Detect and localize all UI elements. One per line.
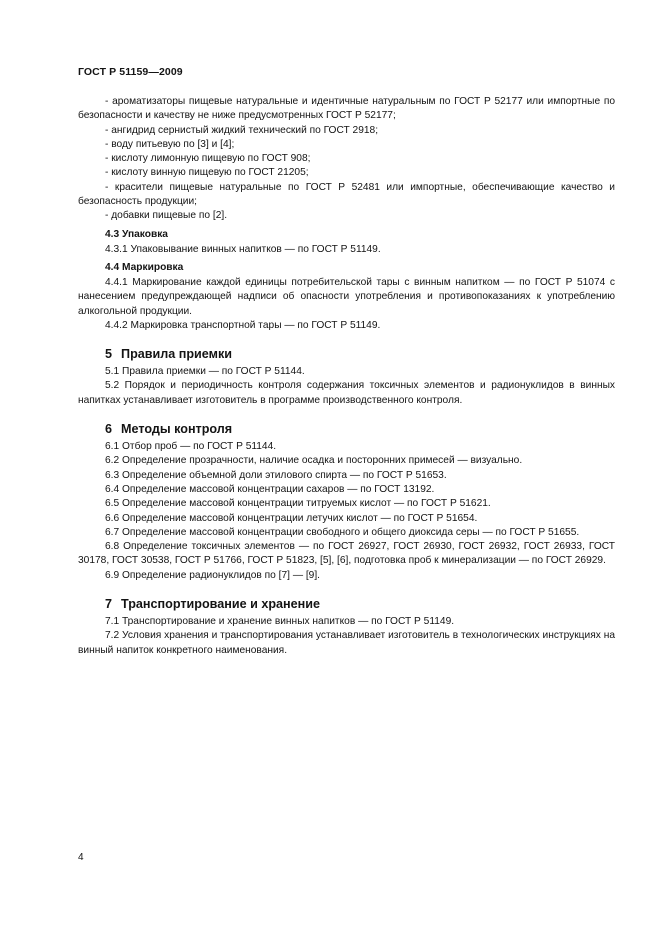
section-number: 7	[105, 597, 113, 612]
paragraph: 4.4.2 Маркировка транспортной тары — по ГОСТ Р 51149.	[105, 319, 381, 331]
paragraph: 7.2 Условия хранения и транспортирования устанавливает изготовитель в технологических инструкциях на винный напиток конкретного наименования.	[78, 630, 615, 656]
page-number: 4	[78, 852, 84, 863]
section-title: Методы контроля	[121, 422, 233, 437]
paragraph: 6.2 Определение прозрачности, наличие осадка и посторонних примесей — визуально.	[105, 455, 523, 467]
subsection-heading: 4.4 Маркировка	[105, 261, 184, 273]
paragraph: 6.3 Определение объемной доли этилового спирта — по ГОСТ Р 51653.	[105, 469, 447, 481]
list-item: - добавки пищевые по [2].	[105, 210, 228, 222]
section-heading	[78, 596, 615, 612]
list-item: - ангидрид сернистый жидкий технический по ГОСТ 2918;	[105, 124, 379, 136]
list-item: - воду питьевую по [3] и [4];	[105, 138, 235, 150]
paragraph: 6.9 Определение радионуклидов по [7] — [9].	[105, 569, 320, 581]
paragraph: 6.6 Определение массовой концентрации летучих кислот — по ГОСТ Р 51654.	[105, 512, 478, 524]
section-heading	[78, 421, 615, 437]
paragraph: 6.1 Отбор проб — по ГОСТ Р 51144.	[105, 441, 277, 453]
subsection-heading: 4.3 Упаковка	[105, 228, 168, 240]
section-number: 6	[105, 422, 113, 437]
document-header: ГОСТ Р 51159—2009	[78, 66, 183, 78]
paragraph: 6.8 Определение токсичных элементов — по ГОСТ 26927, ГОСТ 26930, ГОСТ 26932, ГОСТ 26933, ГОСТ 30178, ГОСТ 30538, ГОСТ Р 51766, ГОСТ Р 51823, [5], [6], подготовка проб к минерализации — по ГОСТ 26929.	[78, 541, 615, 567]
paragraph: 6.7 Определение массовой концентрации свободного и общего диоксида серы — по ГОСТ Р 51655.	[105, 526, 580, 538]
paragraph: 6.4 Определение массовой концентрации сахаров — по ГОСТ 13192.	[105, 483, 435, 495]
paragraph: 4.3.1 Упаковывание винных напитков — по ГОСТ Р 51149.	[105, 243, 381, 255]
list-item: - кислоту винную пищевую по ГОСТ 21205;	[105, 167, 309, 179]
paragraph: 6.5 Определение массовой концентрации титруемых кислот — по ГОСТ Р 51621.	[105, 498, 491, 510]
section-heading	[78, 346, 615, 362]
paragraph: 5.1 Правила приемки — по ГОСТ Р 51144.	[105, 366, 305, 378]
paragraph: 4.4.1 Маркирование каждой единицы потребительской тары с винным напитком — по ГОСТ Р 51074 с нанесением предупреждающей надписи об опасности употребления и противопоказаниях к употреблению алкогольной продукции.	[78, 276, 615, 317]
document-body	[78, 95, 615, 658]
paragraph: 7.1 Транспортирование и хранение винных напитков — по ГОСТ Р 51149.	[105, 616, 455, 628]
section-title: Правила приемки	[121, 347, 232, 362]
list-item: - красители пищевые натуральные по ГОСТ Р 52481 или импортные, обеспечивающие качество и безопасность продукции;	[78, 181, 615, 208]
paragraph: 5.2 Порядок и периодичность контроля содержания токсичных элементов и радионуклидов в винных напитках устанавливает изготовитель в программе производственного контроля.	[78, 380, 615, 406]
section-number: 5	[105, 347, 113, 362]
list-item: - ароматизаторы пищевые натуральные и идентичные натуральным по ГОСТ Р 52177 или импортные по безопасности и качеству не ниже предусмотренных ГОСТ Р 52177;	[78, 96, 615, 122]
section-title: Транспортирование и хранение	[121, 597, 320, 612]
list-item: - кислоту лимонную пищевую по ГОСТ 908;	[105, 153, 311, 165]
